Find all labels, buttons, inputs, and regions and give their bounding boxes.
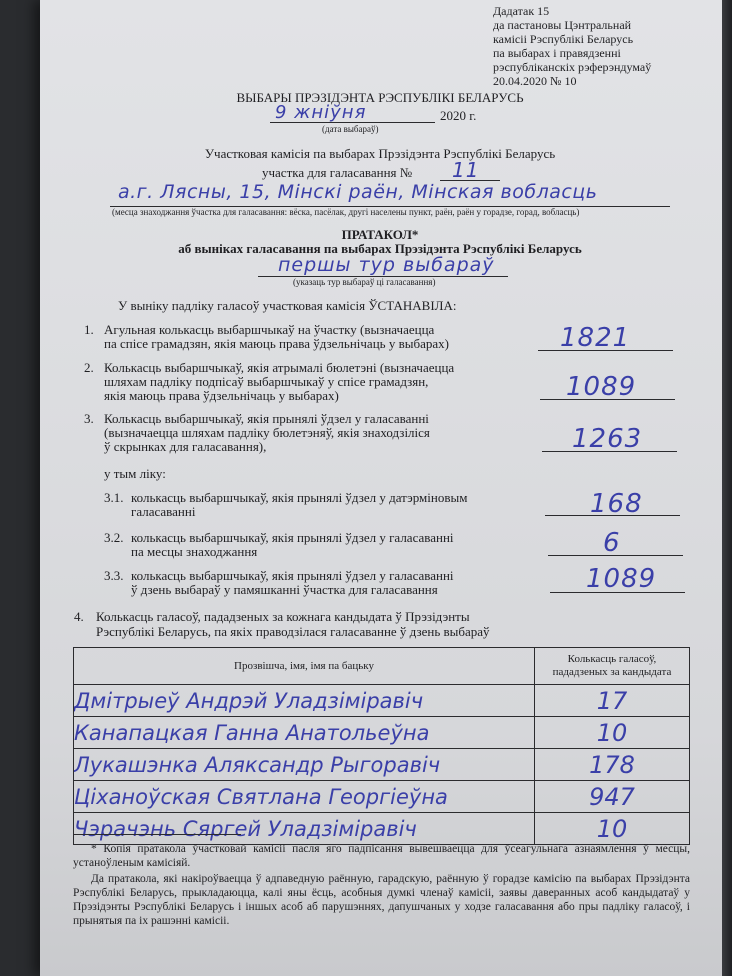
table-row <box>74 749 690 781</box>
item-text: Рэспублікі Беларусь, па якіх праводзілася галасаванне ў дзень выбараў <box>96 624 490 639</box>
election-day-value[interactable]: 1089 <box>586 564 657 594</box>
candidate-votes[interactable]: 10 <box>535 813 690 845</box>
item-text: па месцы знаходжання <box>131 544 258 559</box>
precinct-label: участка для галасавання № <box>262 165 413 180</box>
including-label: у тым ліку: <box>104 466 166 481</box>
footnote-separator <box>73 834 241 835</box>
votes-column-header <box>535 648 690 685</box>
item-text: Колькасць выбаршчыкаў, якія прынялі ўдзел у галасаванні <box>104 411 429 426</box>
item-number: 3. <box>84 411 94 426</box>
protocol-subtitle: аб выніках галасавання па выбарах Прэзідэнта Рэспублікі Беларусь <box>178 241 582 256</box>
votes-header-line: пададзеных за кандыдата <box>552 666 672 678</box>
candidate-votes[interactable]: 947 <box>535 781 690 813</box>
name-column-header: Прозвішча, імя, імя па бацьку <box>74 648 535 685</box>
annex-line: камісіі Рэспублікі Беларусь <box>493 32 634 46</box>
ballots-received-value[interactable]: 1089 <box>566 372 637 402</box>
candidate-name[interactable]: Лукашэнка Аляксандр Рыгоравіч <box>74 749 535 781</box>
item-text: якія маюць права ўдзельнічаць у выбарах) <box>104 388 339 403</box>
item-text: Колькасць галасоў, пададзеных за кожнага кандыдата ў Прэзідэнты <box>96 609 470 624</box>
value-underline <box>550 592 685 593</box>
item-number: 1. <box>84 322 94 337</box>
table-header-row <box>74 648 690 685</box>
candidate-votes[interactable]: 17 <box>535 685 690 717</box>
date-handwritten[interactable]: 9 жнiўня <box>275 102 367 123</box>
item-number: 3.2. <box>104 530 124 545</box>
item-text: колькасць выбаршчыкаў, якія прынялі ўдзел у галасаванні <box>131 568 454 583</box>
candidate-name[interactable]: Дмітрыеў Андрэй Уладзіміравіч <box>74 685 535 717</box>
annex-line: па выбарах і правядзенні <box>493 46 621 60</box>
value-underline <box>548 555 683 556</box>
commission-line: Участковая камісія па выбарах Прэзідэнта Рэспублікі Беларусь <box>204 146 556 161</box>
annex-block <box>493 4 693 88</box>
item-number: 4. <box>74 609 84 624</box>
location-caption: (месца знаходжання ўчастка для галасавання: вёска, пасёлак, другі населены пункт, раён, раён у горадзе, горад, вобласць) <box>112 207 580 217</box>
date-underline <box>270 122 435 123</box>
item-text: (вызначаецца шляхам падліку бюлетэняў, якія знаходзіліся <box>104 425 430 440</box>
table-row <box>74 717 690 749</box>
item-text: па спісе грамадзян, якія маюць права ўдзельнічаць у выбарах) <box>104 336 449 351</box>
value-underline <box>545 515 680 516</box>
votes-header-line: Колькасць галасоў, <box>567 653 657 665</box>
tour-caption: (указаць тур выбараў ці галасавання) <box>293 277 436 287</box>
candidate-name[interactable]: Канапацкая Ганна Анатольеўна <box>74 717 535 749</box>
item-text: колькасць выбаршчыкаў, якія прынялі ўдзел у галасаванні <box>131 530 454 545</box>
table-row <box>74 813 690 845</box>
candidates-table <box>73 647 690 845</box>
protocol-title: ПРАТАКОЛ* <box>341 227 419 242</box>
total-voters-value[interactable]: 1821 <box>560 323 631 353</box>
annex-line: да пастановы Цэнтральнай <box>493 18 632 32</box>
item-text: Колькасць выбаршчыкаў, якія атрымалі бюлетэні (вызначаецца <box>104 360 455 375</box>
item-number: 3.1. <box>104 490 124 505</box>
item-text: Агульная колькасць выбаршчыкаў на ўчастку (вызначаецца <box>104 322 435 337</box>
item-text: шляхам падліку подпісаў выбаршчыкаў у спісе грамадзян, <box>104 374 429 389</box>
item-text: ў дзень выбараў у памяшканні ўчастка для галасавання <box>131 582 438 597</box>
candidate-name[interactable]: Чэрачэнь Сяргей Уладзіміравіч <box>74 813 535 845</box>
value-underline <box>540 399 675 400</box>
table-row <box>74 685 690 717</box>
value-underline <box>542 451 677 452</box>
candidate-votes[interactable]: 10 <box>535 717 690 749</box>
item-number: 2. <box>84 360 94 375</box>
annex-line: рэспубліканскіх рэферэндумаў <box>493 60 652 74</box>
footnote-copy: * Копія пратакола ўчастковай камісіі пасля яго падпісання вывешваецца для ўсеагульнага азнаямлення ў месцы, устаноўленым камісіяй. <box>73 843 690 869</box>
intro-text: У выніку падліку галасоў участковая камісія ЎСТАНАВІЛА: <box>118 298 457 313</box>
year-suffix: 2020 г. <box>440 108 477 123</box>
early-voting-value[interactable]: 168 <box>590 489 643 519</box>
annex-line: 20.04.2020 № 10 <box>493 74 577 88</box>
item-text: ў скрынках для галасавання), <box>104 439 267 454</box>
location-handwritten[interactable]: а.г. Лясны, 15, Мінскі раён, Мінская вобласць <box>118 181 598 203</box>
election-title: ВЫБАРЫ ПРЭЗІДЭНТА РЭСПУБЛІКІ БЕЛАРУСЬ <box>236 90 524 105</box>
footnote-attachments: Да пратакола, які накіроўваецца ў адпаведную раённую, гарадскую, раённую ў горадзе камісію па выбарах Прэзідэнта Рэспублікі Беларусь, прыкладаюцца, калі яны ёсць, асобныя думкі членаў камісіі, заявы даверанных асоб кандыдатаў у Прэзідэнты Рэспублікі Беларусь і іншых асоб аб парушэннях, дапушчаных у ходзе галасавання або пры падліку галасоў, і прынятыя па іх рашэнні камісіі. <box>73 873 690 927</box>
item-text: галасаванні <box>131 504 196 519</box>
annex-line: Дадатак 15 <box>493 4 550 18</box>
table-row <box>74 781 690 813</box>
date-caption: (дата выбараў) <box>322 124 379 134</box>
item-text: колькасць выбаршчыкаў, якія прынялі ўдзел у датэрміновым <box>131 490 468 505</box>
participated-value[interactable]: 1263 <box>572 424 643 454</box>
value-underline <box>538 350 673 351</box>
candidate-name[interactable]: Ціханоўская Святлана Георгіеўна <box>74 781 535 813</box>
precinct-number[interactable]: 11 <box>452 158 480 182</box>
tour-handwritten[interactable]: першы тур выбараў <box>278 254 495 276</box>
home-voting-value[interactable]: 6 <box>603 528 621 558</box>
candidate-votes[interactable]: 178 <box>535 749 690 781</box>
item-number: 3.3. <box>104 568 124 583</box>
sleeve-edge <box>722 0 732 976</box>
